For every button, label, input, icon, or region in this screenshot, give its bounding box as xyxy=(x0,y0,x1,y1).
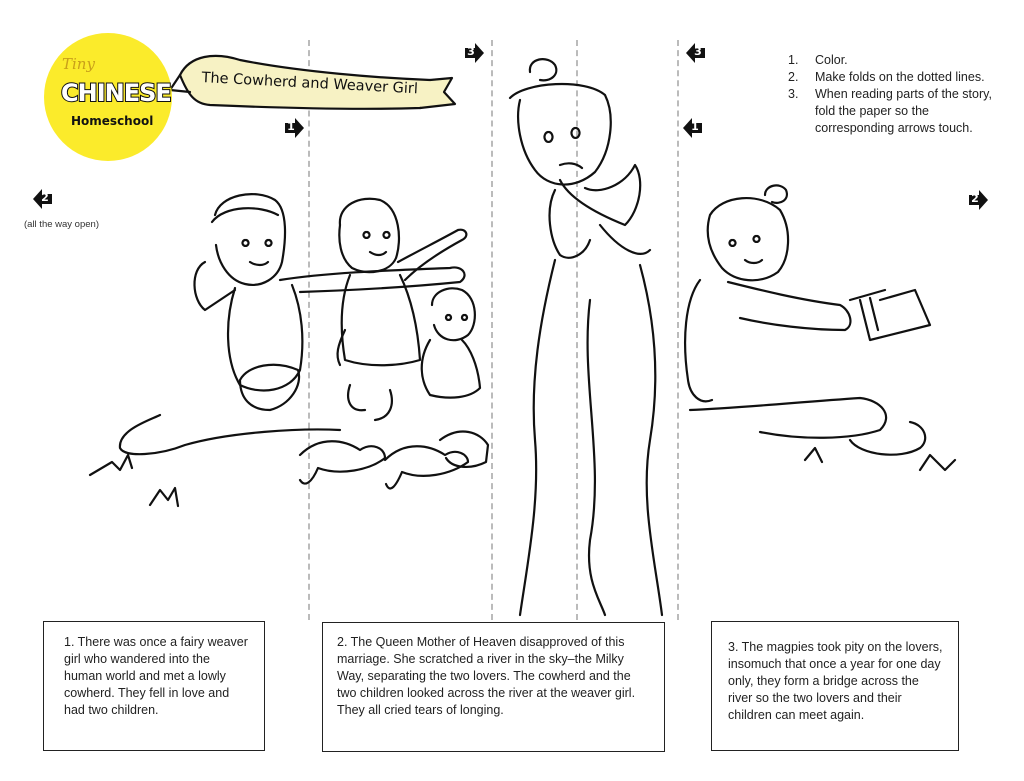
queen-mother-figure xyxy=(510,59,662,615)
fold-arrow-number: 1 xyxy=(691,120,699,133)
story-box-2 xyxy=(322,622,665,752)
fold-arrow-3-left xyxy=(463,42,485,64)
instruction-text: Color. xyxy=(815,53,848,67)
fold-arrow-2-right xyxy=(967,189,989,211)
instruction-item xyxy=(788,86,998,137)
instruction-text: Make folds on the dotted lines. xyxy=(815,70,985,84)
cowherd-figure xyxy=(90,194,465,506)
fold-arrow-2-left xyxy=(32,188,54,210)
story-text: 3. The magpies took pity on the lovers, insomuch that once a year for one day only, they form a bridge across the river so the two lovers and their children can meet again. xyxy=(728,640,943,722)
story-box-1 xyxy=(43,621,265,751)
instruction-item xyxy=(788,52,998,69)
instructions-list xyxy=(788,52,998,137)
logo-tiny-text: Tiny xyxy=(62,55,95,73)
fold-arrow-number: 3 xyxy=(467,45,475,58)
fold-arrow-number: 1 xyxy=(287,120,295,133)
fold-arrow-number: 3 xyxy=(694,45,702,58)
fold-arrow-number: 2 xyxy=(971,192,979,205)
logo-subtitle: Homeschool xyxy=(71,114,154,128)
logo-brand-text: CHINESE xyxy=(61,79,171,107)
story-text: 2. The Queen Mother of Heaven disapproved of this marriage. She scratched a river in the sky–the Milky Way, separating the two lovers. The cowherd and the two children looked across the river at the weaver girl. They all cried tears of longing. xyxy=(337,635,636,717)
story-box-3 xyxy=(711,621,959,751)
magpie-birds xyxy=(300,432,488,489)
fold-arrow-number: 2 xyxy=(41,191,49,204)
instruction-number: 1. xyxy=(788,53,799,67)
instruction-number: 2. xyxy=(788,70,799,84)
page-title: The Cowherd and Weaver Girl xyxy=(201,70,419,98)
fold-arrow-1-left xyxy=(283,117,305,139)
instruction-number: 3. xyxy=(788,87,799,101)
instruction-item xyxy=(788,69,998,86)
story-text: 1. There was once a fairy weaver girl who wandered into the human world and met a lowly cowherd. They fell in love and had two children. xyxy=(64,635,248,717)
weaver-girl-figure xyxy=(685,185,955,470)
logo xyxy=(44,33,172,161)
children-figures xyxy=(338,199,480,420)
fold-arrow-1-right xyxy=(682,117,704,139)
instruction-text: When reading parts of the story, fold the paper so the corresponding arrows touch. xyxy=(815,87,992,135)
fold-arrow-3-right xyxy=(685,42,707,64)
fold-note: (all the way open) xyxy=(24,219,99,230)
